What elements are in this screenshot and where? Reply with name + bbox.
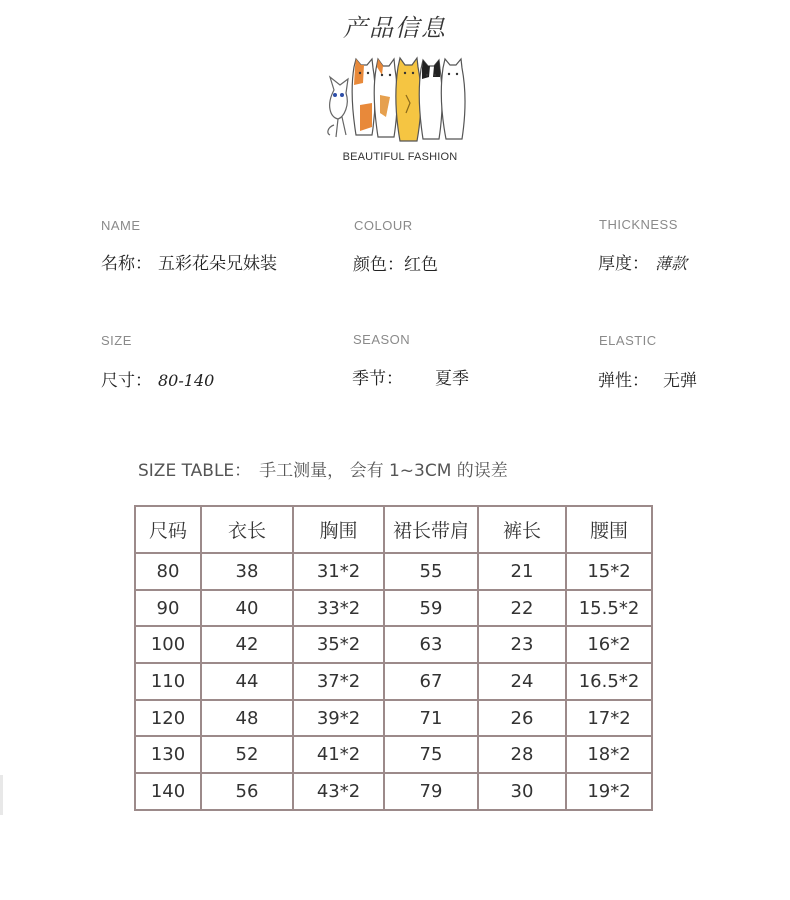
table-header-row (135, 506, 652, 553)
size-table-note: 手工测量， 会有 1~3CM 的误差 (259, 461, 508, 481)
size-table-title: SIZE TABLE： (138, 461, 252, 481)
table-cell: 31*2 (293, 553, 384, 590)
size-label: 尺寸： (101, 371, 152, 391)
table-cell: 75 (384, 736, 478, 773)
table-cell: 55 (384, 553, 478, 590)
table-cell: 79 (384, 773, 478, 810)
elastic-value: 无弹 (663, 371, 697, 391)
table-row (135, 663, 652, 700)
season-label: 季节： (352, 369, 403, 389)
table-cell: 15.5*2 (566, 590, 652, 627)
table-cell: 35*2 (293, 626, 384, 663)
table-cell: 39*2 (293, 700, 384, 737)
table-cell: 71 (384, 700, 478, 737)
colour-value: 红色 (404, 255, 438, 275)
elastic-caption: ELASTIC (599, 333, 657, 348)
table-cell: 63 (384, 626, 478, 663)
table-row (135, 590, 652, 627)
size-table (134, 505, 653, 811)
thickness-label: 厚度： (598, 254, 649, 274)
header-size: 尺码 (135, 506, 201, 553)
table-cell: 48 (201, 700, 293, 737)
table-cell: 52 (201, 736, 293, 773)
table-row (135, 773, 652, 810)
table-cell: 16.5*2 (566, 663, 652, 700)
table-cell: 17*2 (566, 700, 652, 737)
table-cell: 15*2 (566, 553, 652, 590)
thickness-field (598, 249, 687, 274)
table-cell: 24 (478, 663, 566, 700)
name-label: 名称： (101, 254, 152, 274)
size-value: 80-140 (158, 371, 215, 390)
table-cell: 90 (135, 590, 201, 627)
table-cell: 18*2 (566, 736, 652, 773)
table-cell: 120 (135, 700, 201, 737)
table-cell: 19*2 (566, 773, 652, 810)
season-field (352, 364, 469, 389)
colour-field (353, 250, 438, 275)
header-chest: 胸围 (293, 506, 384, 553)
size-field (101, 366, 214, 391)
table-cell: 44 (201, 663, 293, 700)
table-row (135, 736, 652, 773)
thickness-caption: THICKNESS (599, 217, 678, 232)
table-cell: 130 (135, 736, 201, 773)
table-cell: 41*2 (293, 736, 384, 773)
table-cell: 38 (201, 553, 293, 590)
table-cell: 56 (201, 773, 293, 810)
thickness-value: 薄款 (655, 254, 688, 273)
name-caption: NAME (101, 218, 141, 233)
name-field (101, 249, 277, 274)
elastic-field (598, 366, 697, 391)
table-cell: 33*2 (293, 590, 384, 627)
size-caption: SIZE (101, 333, 132, 348)
table-cell: 59 (384, 590, 478, 627)
colour-label: 颜色： (353, 255, 404, 275)
table-row (135, 626, 652, 663)
table-cell: 37*2 (293, 663, 384, 700)
table-cell: 28 (478, 736, 566, 773)
table-cell: 30 (478, 773, 566, 810)
header-dress-length: 裙长带肩 (384, 506, 478, 553)
table-cell: 110 (135, 663, 201, 700)
table-cell: 16*2 (566, 626, 652, 663)
table-cell: 43*2 (293, 773, 384, 810)
header-length: 衣长 (201, 506, 293, 553)
table-row (135, 700, 652, 737)
header-waist: 腰围 (566, 506, 652, 553)
table-cell: 100 (135, 626, 201, 663)
table-cell: 26 (478, 700, 566, 737)
page-title: 产品信息 (343, 14, 447, 42)
table-cell: 23 (478, 626, 566, 663)
size-table-heading (138, 456, 508, 481)
table-cell: 21 (478, 553, 566, 590)
brand-name: BEAUTIFUL FASHION (342, 151, 458, 163)
table-row (135, 553, 652, 590)
table-cell: 80 (135, 553, 201, 590)
colour-caption: COLOUR (354, 218, 413, 233)
table-cell: 42 (201, 626, 293, 663)
table-cell: 140 (135, 773, 201, 810)
table-cell: 67 (384, 663, 478, 700)
season-caption: SEASON (353, 332, 411, 347)
season-value: 夏季 (435, 369, 469, 389)
name-value: 五彩花朵兄妹装 (158, 254, 277, 274)
header-pants-length: 裤长 (478, 506, 566, 553)
edge-fragment (0, 775, 3, 815)
table-cell: 40 (201, 590, 293, 627)
table-cell: 22 (478, 590, 566, 627)
elastic-label: 弹性： (598, 371, 649, 391)
